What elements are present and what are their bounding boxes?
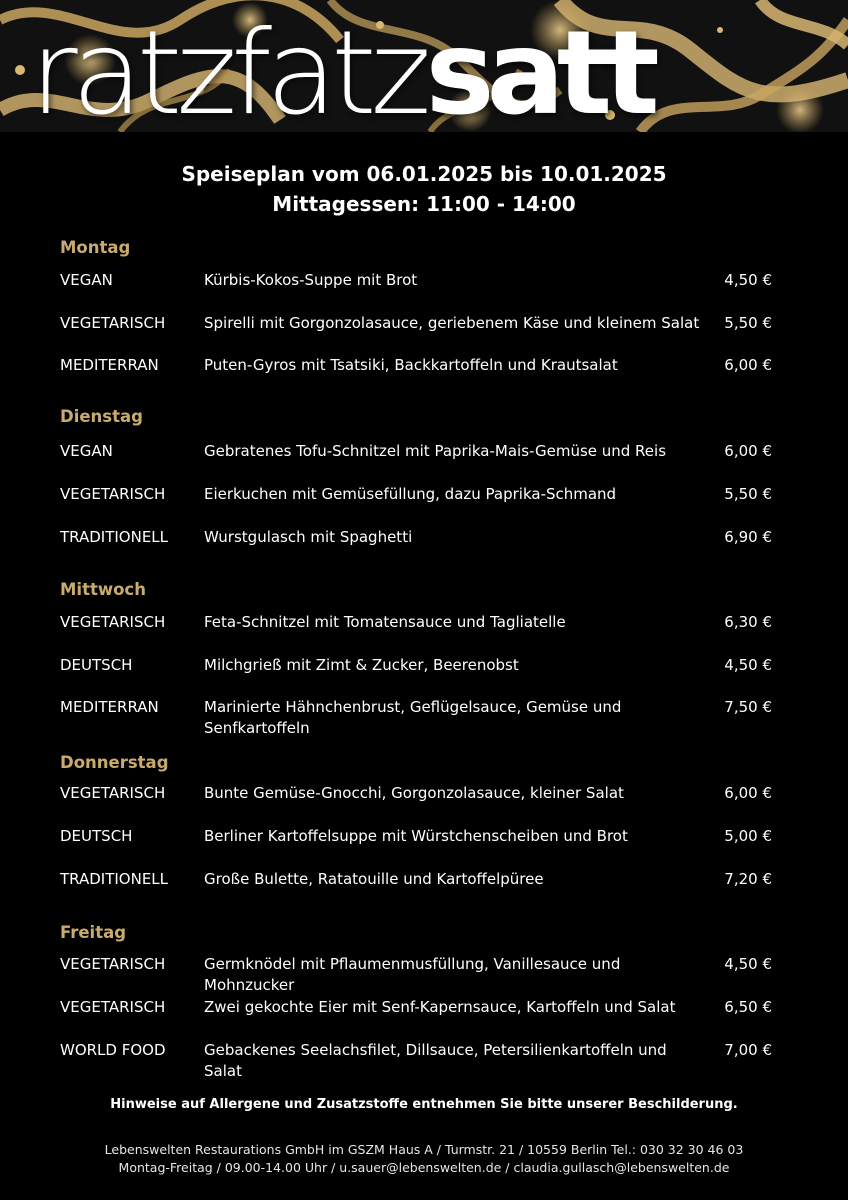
day-heading-montag: Montag [60, 238, 131, 257]
menu-dish: Eierkuchen mit Gemüsefüllung, dazu Paprika-Schmand [204, 485, 617, 503]
menu-price: 5,50 € [724, 485, 772, 503]
menu-price: 7,00 € [724, 1041, 772, 1059]
footer-address: Lebenswelten Restaurations GmbH im GSZM Haus A / Turmstr. 21 / 10559 Berlin Tel.: 030 32 30 46 03 [104, 1142, 744, 1157]
menu-dish: Wurstgulasch mit Spaghetti [204, 528, 413, 546]
menu-dish: Große Bulette, Ratatouille und Kartoffelpüree [204, 870, 544, 888]
menu-category: VEGAN [60, 442, 113, 460]
menu-dish: Puten-Gyros mit Tsatsiki, Backkartoffeln und Krautsalat [204, 356, 618, 374]
menu-dish: Marinierte Hähnchenbrust, Geflügelsauce, Gemüse und Senfkartoffeln [204, 698, 622, 737]
menu-category: MEDITERRAN [60, 698, 159, 716]
footer-contact: Montag-Freitag / 09.00-14.00 Uhr / u.sauer@lebenswelten.de / claudia.gullasch@lebenswelten.de [118, 1160, 730, 1175]
menu-dish: Berliner Kartoffelsuppe mit Würstchenscheiben und Brot [204, 827, 628, 845]
menu-price: 6,50 € [724, 998, 772, 1016]
day-heading-donnerstag: Donnerstag [60, 753, 169, 772]
menu-category: VEGETARISCH [60, 314, 166, 332]
menu-category: VEGAN [60, 271, 113, 289]
menu-dish: Gebratenes Tofu-Schnitzel mit Paprika-Mais-Gemüse und Reis [204, 442, 667, 460]
menu-category: TRADITIONELL [60, 870, 169, 888]
menu-price: 6,00 € [724, 442, 772, 460]
brand-logo [30, 2, 652, 130]
menu-category: VEGETARISCH [60, 955, 166, 973]
menu-dish: Zwei gekochte Eier mit Senf-Kapernsauce, Kartoffeln und Salat [204, 998, 676, 1016]
logo-text-bold: satt [425, 6, 652, 132]
menu-category: DEUTSCH [60, 827, 133, 845]
header-banner [0, 0, 848, 132]
page-title: Speiseplan vom 06.01.2025 bis 10.01.2025 [181, 162, 667, 186]
menu-category: DEUTSCH [60, 656, 133, 674]
menu-category: VEGETARISCH [60, 613, 166, 631]
menu-price: 6,00 € [724, 784, 772, 802]
logo-text-thin: ratzfatz [30, 6, 426, 132]
menu-category: WORLD FOOD [60, 1041, 166, 1059]
menu-price: 7,20 € [724, 870, 772, 888]
allergen-notice: Hinweise auf Allergene und Zusatzstoffe entnehmen Sie bitte unserer Beschilderung. [110, 1097, 738, 1112]
menu-category: VEGETARISCH [60, 998, 166, 1016]
day-heading-dienstag: Dienstag [60, 407, 143, 426]
menu-price: 6,90 € [724, 528, 772, 546]
day-heading-freitag: Freitag [60, 923, 127, 942]
menu-dish: Spirelli mit Gorgonzolasauce, geriebenem Käse und kleinem Salat [204, 314, 700, 332]
menu-category: VEGETARISCH [60, 485, 166, 503]
day-heading-mittwoch: Mittwoch [60, 580, 146, 599]
menu-category: VEGETARISCH [60, 784, 166, 802]
menu-price: 4,50 € [724, 656, 772, 674]
menu-dish: Bunte Gemüse-Gnocchi, Gorgonzolasauce, kleiner Salat [204, 784, 624, 802]
menu-dish: Kürbis-Kokos-Suppe mit Brot [204, 271, 418, 289]
menu-dish: Germknödel mit Pflaumenmusfüllung, Vanillesauce und Mohnzucker [204, 955, 621, 994]
menu-price: 5,00 € [724, 827, 772, 845]
menu-price: 4,50 € [724, 955, 772, 973]
menu-price: 7,50 € [724, 698, 772, 716]
menu-dish: Feta-Schnitzel mit Tomatensauce und Tagliatelle [204, 613, 566, 631]
menu-dish: Gebackenes Seelachsfilet, Dillsauce, Petersilienkartoffeln und Salat [204, 1041, 667, 1080]
lunch-hours: Mittagessen: 11:00 - 14:00 [272, 192, 576, 216]
menu-price: 6,30 € [724, 613, 772, 631]
menu-price: 4,50 € [724, 271, 772, 289]
menu-category: TRADITIONELL [60, 528, 169, 546]
menu-price: 6,00 € [724, 356, 772, 374]
menu-category: MEDITERRAN [60, 356, 159, 374]
menu-price: 5,50 € [724, 314, 772, 332]
menu-dish: Milchgrieß mit Zimt & Zucker, Beerenobst [204, 656, 519, 674]
